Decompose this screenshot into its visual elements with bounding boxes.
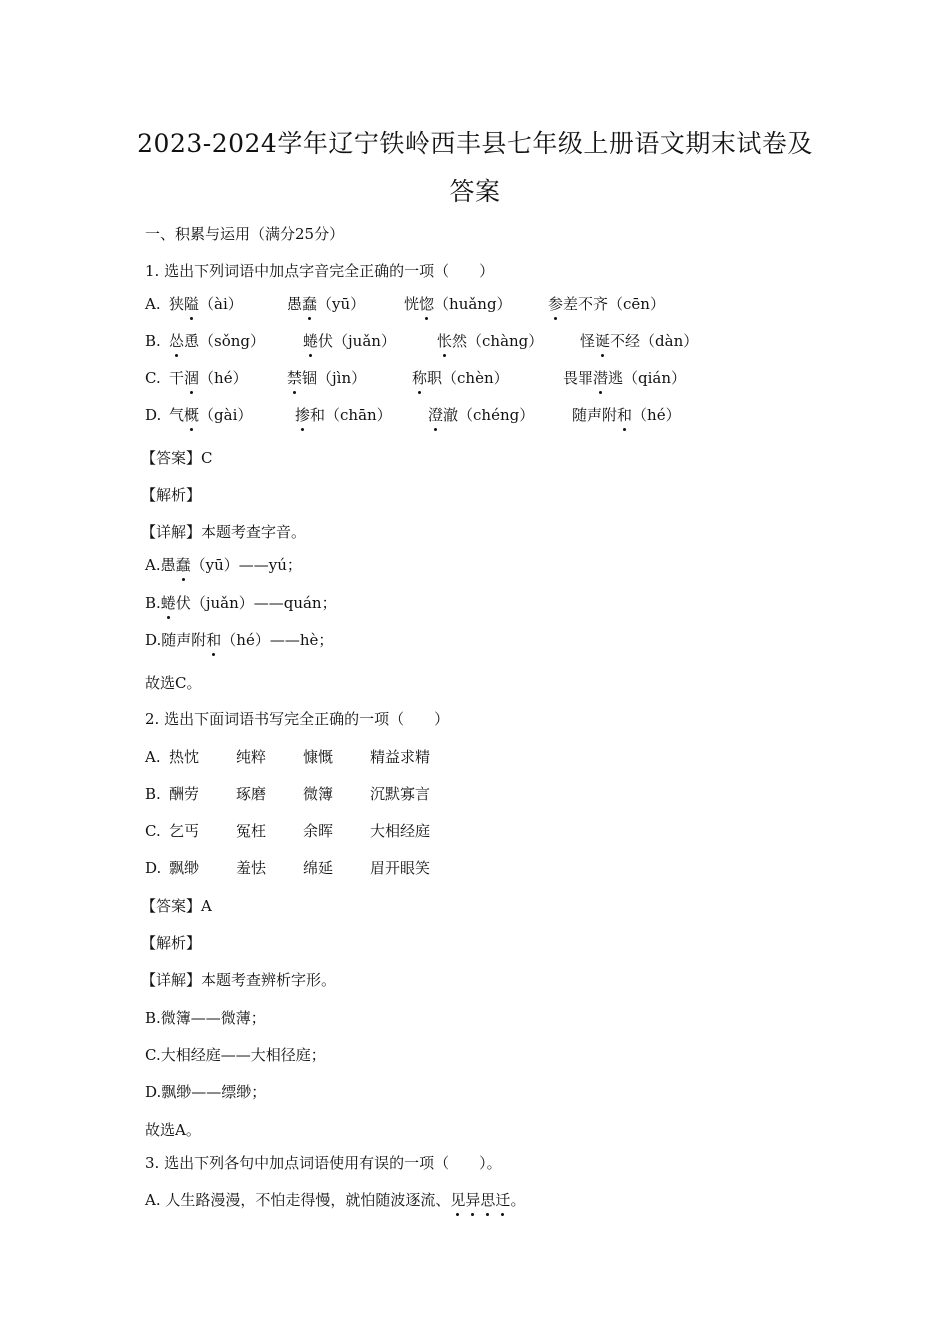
- option-word: 微簿: [303, 785, 334, 803]
- option-word: 酬劳: [169, 785, 200, 803]
- option-item: 怪诞不经（dàn）: [580, 332, 699, 350]
- option-label: A.: [145, 295, 161, 313]
- option-item: 干涸（hé）: [169, 369, 248, 387]
- option-item: 气概（gài）: [169, 406, 253, 424]
- option-item: 怅然（chàng）: [437, 332, 544, 350]
- question-2-analysis-heading: 【解析】: [141, 934, 202, 952]
- option-label: B.: [145, 785, 161, 803]
- option-item: 禁锢（jìn）: [287, 369, 367, 387]
- option-item: 蜷伏（juǎn）: [303, 332, 396, 350]
- option-item: 称职（chèn）: [412, 369, 509, 387]
- option-word: 纯粹: [236, 748, 267, 766]
- question-1-answer: 【答案】C: [141, 449, 213, 467]
- option-word: 冤枉: [236, 822, 267, 840]
- option-label: B.: [145, 332, 161, 350]
- section-heading: 一、积累与运用（满分25分）: [145, 225, 345, 243]
- question-2-explanation-d: D.飘缈——缥缈；: [145, 1083, 267, 1101]
- option-item: 随声附和（hé）: [572, 406, 681, 424]
- option-word: 羞怯: [236, 859, 267, 877]
- option-word: 大相经庭: [370, 822, 431, 840]
- option-word: 热忱: [169, 748, 200, 766]
- question-3-stem: 3. 选出下列各句中加点词语使用有误的一项（ ）。: [145, 1154, 502, 1172]
- option-word: 余晖: [303, 822, 334, 840]
- question-1-explanation-a: A.愚蠢（yū）——yú；: [145, 556, 302, 574]
- question-2-stem: 2. 选出下面词语书写完全正确的一项（ ）: [145, 710, 450, 728]
- option-label: D.: [145, 859, 162, 877]
- question-1-stem: 1. 选出下列词语中加点字音完全正确的一项（ ）: [145, 262, 495, 280]
- option-item: 愚蠢（yū）: [287, 295, 366, 313]
- document-title-line-2: 答案: [449, 177, 501, 206]
- question-1-analysis-heading: 【解析】: [141, 486, 202, 504]
- option-item: 参差不齐（cēn）: [548, 295, 665, 313]
- option-item: 怂恿（sǒng）: [169, 332, 266, 350]
- option-label: C.: [145, 369, 161, 387]
- option-item: 狭隘（ài）: [169, 295, 243, 313]
- question-3-option-a: A. 人生路漫漫，不怕走得慢，就怕随波逐流、见异思迁。: [145, 1191, 526, 1209]
- question-2-detail: 【详解】本题考查辨析字形。: [141, 971, 337, 989]
- option-word: 精益求精: [370, 748, 431, 766]
- question-2-conclusion: 故选A。: [145, 1121, 201, 1139]
- option-item: 恍惚（huǎng）: [404, 295, 512, 313]
- question-2-explanation-c: C.大相经庭——大相径庭；: [145, 1046, 326, 1064]
- option-word: 飘缈: [169, 859, 200, 877]
- option-label: D.: [145, 406, 162, 424]
- option-word: 眉开眼笑: [370, 859, 431, 877]
- question-1-detail: 【详解】本题考查字音。: [141, 523, 307, 541]
- option-word: 慷慨: [303, 748, 334, 766]
- option-word: 乞丐: [169, 822, 200, 840]
- option-label: A.: [145, 748, 161, 766]
- option-item: 澄澈（chéng）: [428, 406, 535, 424]
- question-1-conclusion: 故选C。: [145, 674, 202, 692]
- option-item: 掺和（chān）: [295, 406, 392, 424]
- question-2-answer: 【答案】A: [141, 897, 212, 915]
- question-1-explanation-d: D.随声附和（hé）——hè；: [145, 631, 334, 649]
- option-word: 琢磨: [236, 785, 267, 803]
- option-word: 绵延: [303, 859, 334, 877]
- option-word: 沉默寡言: [370, 785, 431, 803]
- option-label: C.: [145, 822, 161, 840]
- document-title-line-1: 2023-2024学年辽宁铁岭西丰县七年级上册语文期末试卷及: [137, 129, 813, 158]
- option-item: 畏罪潜逃（qián）: [563, 369, 687, 387]
- question-1-explanation-b: B.蜷伏（juǎn）——quán；: [145, 594, 337, 612]
- question-2-explanation-b: B.微簿——微薄；: [145, 1009, 266, 1027]
